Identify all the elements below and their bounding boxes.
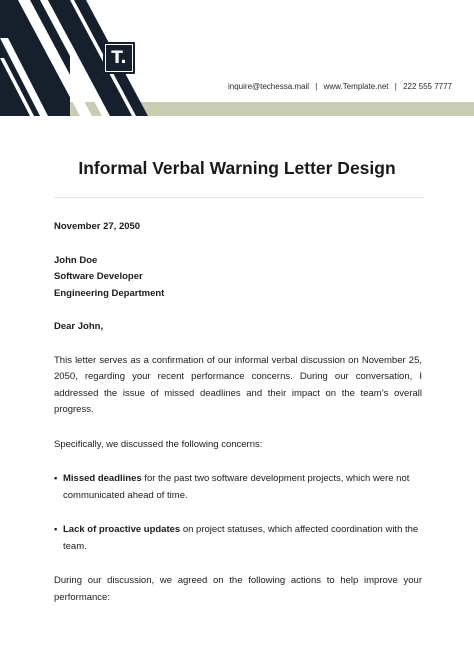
recipient-title: Software Developer bbox=[54, 271, 143, 282]
contact-website[interactable]: www.Template.net bbox=[323, 82, 389, 91]
contact-email[interactable]: inquire@techessa.mail bbox=[228, 82, 310, 91]
paragraph-concerns-intro: Specifically, we discussed the following concerns: bbox=[54, 438, 263, 450]
contact-separator: | bbox=[394, 82, 397, 91]
header-band bbox=[0, 102, 474, 116]
paragraph-actions-intro: During our discussion, we agreed on the following actions to help improve your performance: bbox=[54, 575, 422, 603]
recipient-department: Engineering Department bbox=[54, 287, 165, 299]
recipient-name: John Doe bbox=[54, 254, 98, 266]
letter-body bbox=[54, 219, 422, 606]
greeting: Dear John, bbox=[54, 321, 104, 332]
list-item bbox=[54, 522, 422, 555]
contact-info bbox=[228, 82, 452, 91]
contact-phone: 222 555 7777 bbox=[403, 82, 452, 91]
company-logo: T. bbox=[103, 42, 135, 74]
page-title: Informal Verbal Warning Letter Design bbox=[78, 158, 396, 178]
letter-date: November 27, 2050 bbox=[54, 221, 141, 232]
concern-text: for the past two software development projects, which were not communicated ahead of time. bbox=[63, 473, 410, 501]
concern-title: Missed deadlines bbox=[63, 473, 142, 484]
contact-separator: | bbox=[315, 82, 318, 91]
concerns-list bbox=[54, 471, 422, 555]
concern-title: Lack of proactive updates bbox=[63, 524, 181, 535]
letterhead-graphic bbox=[0, 0, 474, 116]
letterhead bbox=[0, 0, 474, 116]
title-divider bbox=[54, 197, 424, 198]
concern-text: on project statuses, which affected coordination with the team. bbox=[63, 524, 419, 552]
recipient-block bbox=[54, 253, 422, 303]
list-item bbox=[54, 471, 422, 504]
paragraph-intro: This letter serves as a confirmation of our informal verbal discussion on November 25, 2050, regarding your recent performance concerns. During our conversation, I addressed the issue of missed deadlines and their impact on the team’s overall progress. bbox=[54, 354, 422, 415]
